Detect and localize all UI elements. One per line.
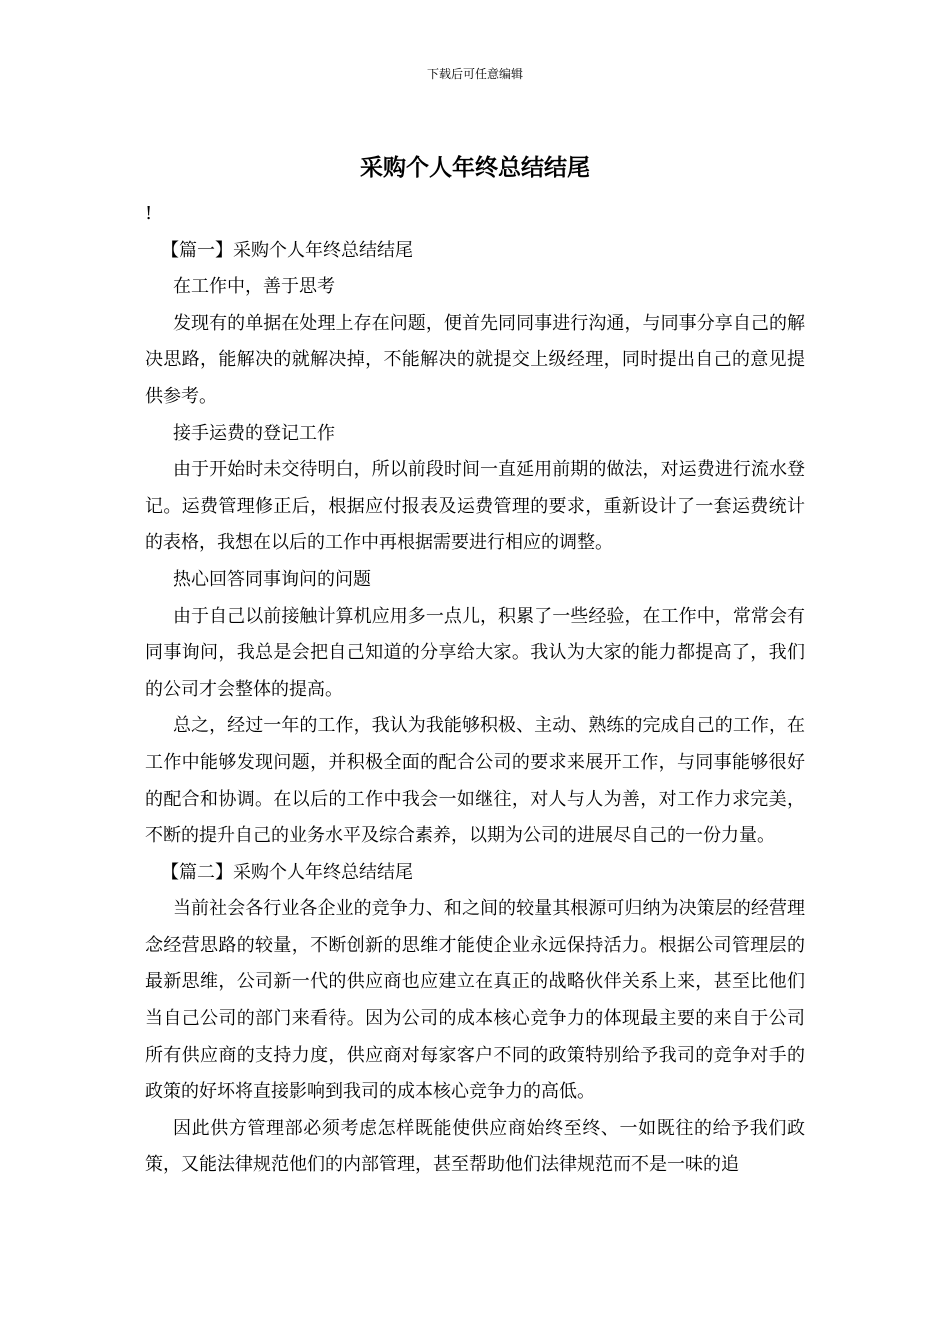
header-note: 下载后可任意编辑 bbox=[426, 67, 523, 81]
subheading-thinking: 在工作中，善于思考 bbox=[173, 276, 335, 298]
paragraph: 由于自己以前接触计算机应用多一点儿，积累了一些经验，在工作中，常常会有同事询问，我总是会把自己知道的分享给大家。我认为大家的能力都提高了，我们的公司才会整体的提高。 bbox=[145, 605, 805, 700]
paragraph: 因此供方管理部必须考虑怎样既能使供应商始终至终、一如既往的给予我们政策，又能法律规范他们的内部管理，甚至帮助他们法律规范而不是一味的追 bbox=[145, 1117, 805, 1176]
paragraph: 由于开始时未交待明白，所以前段时间一直延用前期的做法，对运费进行流水登记。运费管理修正后，根据应付报表及运费管理的要求，重新设计了一套运费统计的表格，我想在以后的工作中再根据需要进行相应的调整。 bbox=[145, 459, 805, 554]
paragraph: 发现有的单据在处理上存在问题，便首先同同事进行沟通，与同事分享自己的解决思路，能解决的就解决掉，不能解决的就提交上级经理，同时提出自己的意见提供参考。 bbox=[145, 312, 805, 407]
subheading-freight: 接手运费的登记工作 bbox=[173, 422, 335, 444]
document-title: 采购个人年终总结结尾 bbox=[360, 154, 590, 181]
paragraph: 总之，经过一年的工作，我认为我能够积极、主动、熟练的完成自己的工作，在工作中能够发现问题，并积极全面的配合公司的要求来展开工作，与同事能够很好的配合和协调。在以后的工作中我会一如继往，对人与人为善，对工作力求完美，不断的提升自己的业务水平及综合素养，以期为公司的进展尽自己的一份力量。 bbox=[145, 715, 805, 847]
subheading-helping: 热心回答同事询问的问题 bbox=[173, 568, 371, 590]
paragraph-exclamation: ! bbox=[145, 203, 153, 224]
paragraph: 当前社会各行业各企业的竞争力、和之间的较量其根源可归纳为决策层的经营理念经营思路的较量，不断创新的思维才能使企业永远保持活力。根据公司管理层的最新思维，公司新一代的供应商也应建立在真正的战略伙伴关系上来，甚至比他们当自己公司的部门来看待。因为公司的成本核心竞争力的体现最主要的来自于公司所有供应商的支持力度，供应商对每家客户不同的政策特别给予我司的竞争对手的政策的好坏将直接影响到我司的成本核心竞争力的高低。 bbox=[145, 898, 805, 1103]
section-heading-2: 【篇二】采购个人年终总结结尾 bbox=[161, 861, 413, 883]
section-heading-1: 【篇一】采购个人年终总结结尾 bbox=[161, 239, 413, 261]
document-body bbox=[145, 196, 805, 1184]
